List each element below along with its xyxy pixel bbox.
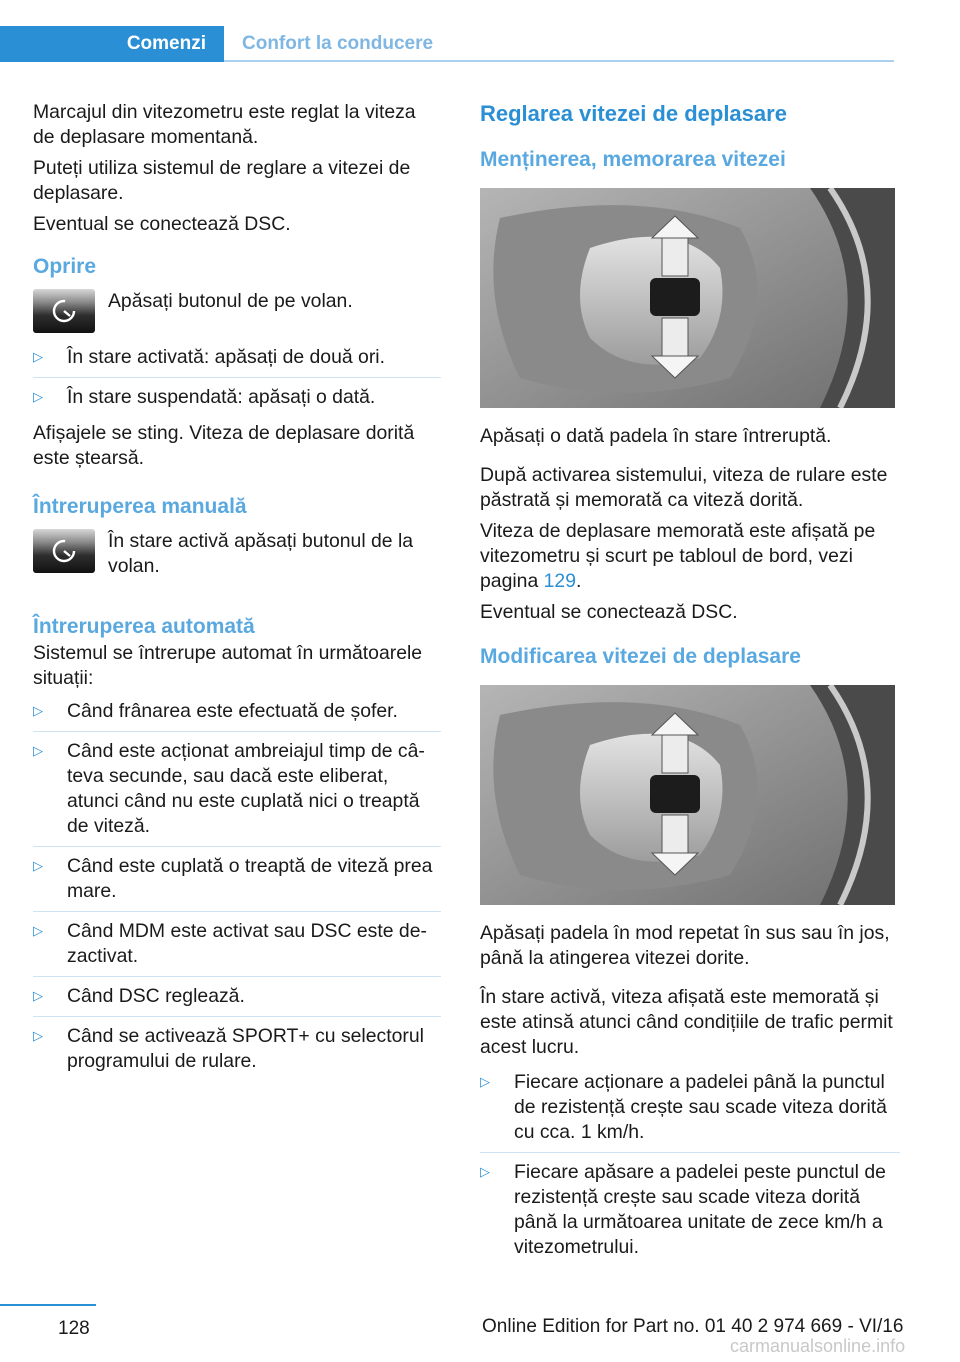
cruise-control-icon — [33, 529, 95, 573]
paragraph: Afișajele se sting. Viteza de deplasare dorită este ștearsă. — [33, 422, 415, 469]
paragraph: Marcajul din vitezometru este reglat la viteza de deplasare momentană. — [33, 101, 416, 148]
list-item: ▷ Când DSC reglează. — [33, 984, 441, 1017]
triangle-right-icon: ▷ — [480, 1164, 490, 1179]
button-instruction — [33, 289, 441, 333]
steering-wheel-paddle-image — [480, 188, 895, 408]
page-link[interactable]: 129 — [543, 570, 576, 592]
bullet-list — [480, 1070, 900, 1267]
triangle-right-icon: ▷ — [33, 923, 43, 938]
steering-wheel-paddle-image — [480, 685, 895, 905]
list-item: ▷ În stare suspendată: apăsați o dată. — [33, 386, 376, 408]
triangle-right-icon: ▷ — [480, 1074, 490, 1089]
button-instruction — [33, 529, 441, 585]
paragraph: După activarea sistemului, viteza de rulare este păstrată și memorată ca viteză dorită. — [480, 464, 888, 511]
section-heading-oprire: Oprire — [33, 255, 97, 278]
section-heading-automat: Întreruperea automată — [33, 615, 255, 638]
triangle-right-icon: ▷ — [33, 988, 43, 1003]
list-item: ▷ Când se activează SPORT+ cu selectorul programului de rulare. — [33, 1025, 424, 1072]
left-column — [33, 100, 441, 1088]
list-item: ▷ În stare activată: apăsați de două ori. — [33, 345, 441, 378]
paragraph: Puteți utiliza sistemul de reglare a vitezei de deplasare. — [33, 157, 411, 204]
list-item: ▷ Când MDM este activat sau DSC este dezactivat. — [33, 919, 441, 977]
triangle-right-icon: ▷ — [33, 1028, 43, 1043]
triangle-right-icon: ▷ — [33, 349, 43, 364]
watermark: carmanualsonline.info — [730, 1336, 906, 1356]
triangle-right-icon: ▷ — [33, 858, 43, 873]
section-heading-manual: Întreruperea manuală — [33, 495, 247, 518]
paragraph: Sistemul se întrerupe automat în următoarele situații: — [33, 642, 423, 689]
page-header — [0, 0, 960, 64]
page-number: 128 — [58, 1318, 90, 1339]
button-instruction-text: Apăsați butonul de pe volan. — [108, 290, 353, 312]
paragraph: Viteza de deplasare memorată este afișată pe vitezometru și scurt pe tabloul de bord, vezi pagina 129. — [480, 520, 876, 592]
list-item: ▷ Fiecare acționare a padelei până la punctul de rezistență crește sau scade viteza dorită cu cca. 1 km/h. — [480, 1070, 900, 1153]
edition-text: Online Edition for Part no. 01 40 2 974 669 - VI/16 — [482, 1316, 904, 1337]
triangle-right-icon: ▷ — [33, 703, 43, 718]
image-caption: Apăsați padela în mod repetat în sus sau în jos, până la atingerea vitezei dorite. — [480, 922, 890, 969]
section-heading-reglarea: Reglarea vitezei de deplasare — [480, 101, 787, 126]
subsection-heading-mentinerea: Menținerea, memorarea vitezei — [480, 148, 786, 171]
tab-comenzi[interactable]: Comenzi — [0, 26, 224, 62]
subsection-heading-modificarea: Modificarea vitezei de deplasare — [480, 645, 801, 668]
header-divider — [224, 60, 894, 62]
paragraph: În stare activă, viteza afișată este memorată și este atinsă atunci când condițiile de trafic permit acest lucru. — [480, 986, 893, 1058]
bullet-list — [33, 699, 441, 1081]
list-item: ▷ Când este acționat ambreiajul timp de câteva secunde, sau dacă este eliberat, atunci când nu este cuplată nici o treaptă de viteză. — [33, 739, 441, 847]
list-item: ▷ Când este cuplată o treaptă de viteză prea mare. — [33, 854, 441, 912]
list-item: ▷ Când frânarea este efectuată de șofer. — [33, 699, 441, 732]
cruise-control-icon — [33, 289, 95, 333]
paragraph: Eventual se conectează DSC. — [480, 601, 738, 623]
footer-divider — [0, 1304, 96, 1306]
list-item: ▷ Fiecare apăsare a padelei peste punctul de rezistență crește sau scade viteza dorită până la următoarea unitate de zece km/h a vitezometrului. — [480, 1161, 886, 1258]
tab-confort-la-conducere[interactable]: Confort la conducere — [242, 33, 434, 54]
bullet-list — [33, 345, 441, 417]
button-instruction-text: În stare activă apăsați butonul de la volan. — [108, 530, 414, 577]
triangle-right-icon: ▷ — [33, 389, 43, 404]
paragraph: Eventual se conectează DSC. — [33, 213, 291, 235]
right-column — [480, 100, 900, 1274]
image-caption: Apăsați o dată padela în stare întreruptă. — [480, 425, 832, 447]
triangle-right-icon: ▷ — [33, 743, 43, 758]
